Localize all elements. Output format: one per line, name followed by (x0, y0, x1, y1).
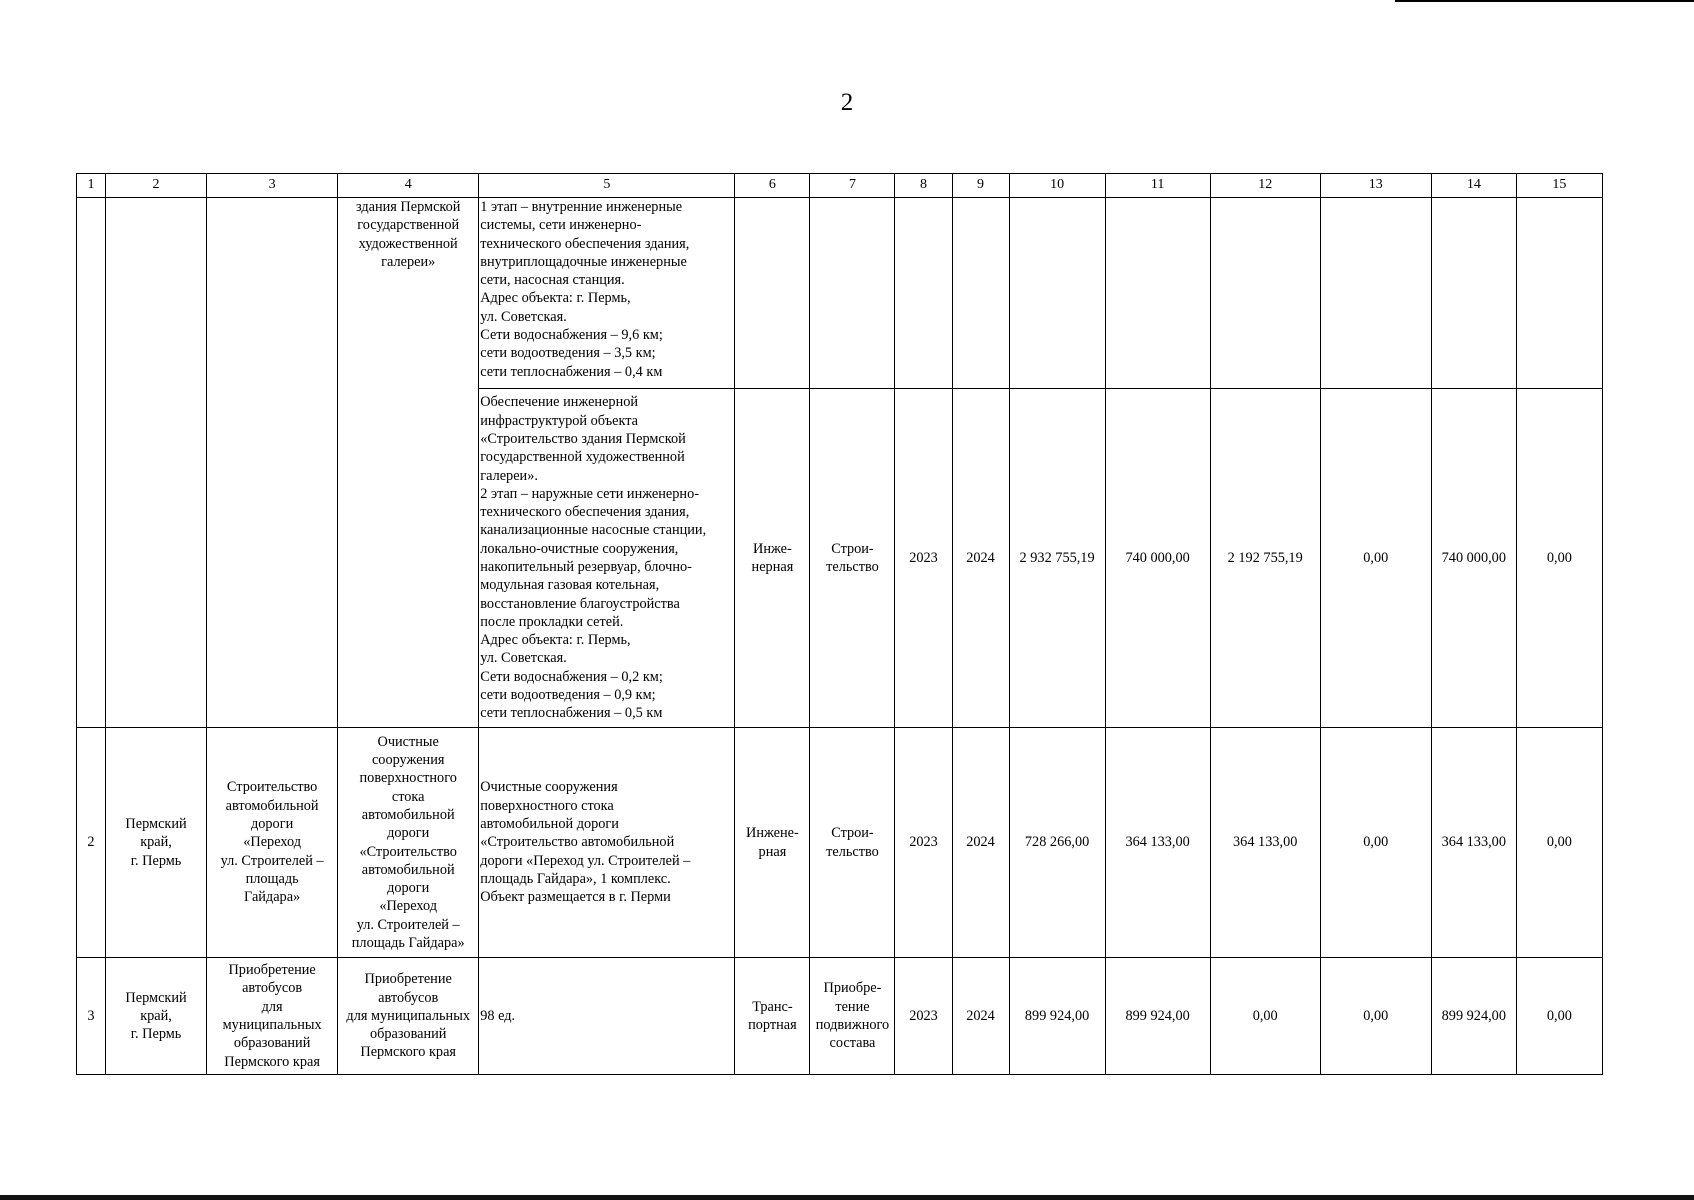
empty-cell (1431, 198, 1516, 389)
infrastructure-type-cell: Инжене- рная (735, 728, 810, 958)
object-name-cell: Очистные сооружения поверхностного стока автомобильной дороги «Строительство автомобильной дороги «Переход ул. Строителей – площадь Гайдара» (338, 728, 479, 958)
empty-cell (952, 198, 1009, 389)
empty-cell (735, 198, 810, 389)
empty-cell (1009, 198, 1105, 389)
amount-cell: 364 133,00 (1431, 728, 1516, 958)
object-name-cell: здания Пермской государственной художественной галереи» (338, 198, 479, 728)
object-description-cell: 98 ед. (479, 958, 735, 1075)
column-number-row (77, 174, 1603, 198)
total-cost-cell: 2 932 755,19 (1009, 389, 1105, 728)
work-type-cell: Строи- тельство (810, 389, 895, 728)
header-cell: 14 (1431, 174, 1516, 198)
amount-cell: 0,00 (1320, 389, 1431, 728)
empty-cell (1210, 198, 1320, 389)
amount-cell: 0,00 (1320, 728, 1431, 958)
row-number-cell: 3 (77, 958, 106, 1075)
infrastructure-type-cell: Транс- портная (735, 958, 810, 1075)
start-year-cell: 2023 (895, 958, 952, 1075)
header-cell: 9 (952, 174, 1009, 198)
table-row (77, 728, 1603, 958)
start-year-cell: 2023 (895, 389, 952, 728)
header-cell: 1 (77, 174, 106, 198)
page-number: 2 (840, 89, 854, 116)
amount-cell: 740 000,00 (1431, 389, 1516, 728)
object-description-cell: 1 этап – внутренние инженерные системы, сети инженерно- технического обеспечения здания, внутриплощадочные инженерные сети, насосная станция. Адрес объекта: г. Пермь, ул. Советская. Сети водоснабжения – 9,6 км; сети водоотведения – 3,5 км; сети теплоснабжения – 0,4 км (479, 198, 735, 389)
header-cell: 2 (106, 174, 207, 198)
header-cell: 13 (1320, 174, 1431, 198)
amount-cell: 364 133,00 (1105, 728, 1210, 958)
header-cell: 8 (895, 174, 952, 198)
end-year-cell: 2024 (952, 958, 1009, 1075)
row-number-cell: 2 (77, 728, 106, 958)
amount-cell: 364 133,00 (1210, 728, 1320, 958)
object-description-cell: Обеспечение инженерной инфраструктурой объекта «Строительство здания Пермской государственной художественной галереи». 2 этап – наружные сети инженерно- технического обеспечения здания, канализационные насосные станции, локально-очистные сооружения, накопительный резервуар, блочно- модульная газовая котельная, восстановление благоустройства после прокладки сетей. Адрес объекта: г. Пермь, ул. Советская. Сети водоснабжения – 0,2 км; сети водоотведения – 0,9 км; сети теплоснабжения – 0,5 км (479, 389, 735, 728)
object-name-cell: Приобретение автобусов для муниципальных образований Пермского края (338, 958, 479, 1075)
amount-cell: 740 000,00 (1105, 389, 1210, 728)
start-year-cell: 2023 (895, 728, 952, 958)
top-edge-rule (1395, 0, 1694, 2)
table-row (77, 958, 1603, 1075)
investment-projects-table (76, 173, 1603, 1075)
territory-cell: Пермский край, г. Пермь (106, 728, 207, 958)
amount-cell: 899 924,00 (1105, 958, 1210, 1075)
object-description-cell: Очистные сооружения поверхностного стока автомобильной дороги «Строительство автомобильной дороги «Переход ул. Строителей – площадь Гайдара», 1 комплекс. Объект размещается в г. Перми (479, 728, 735, 958)
infrastructure-type-cell: Инже- нерная (735, 389, 810, 728)
header-cell: 4 (338, 174, 479, 198)
amount-cell: 0,00 (1320, 958, 1431, 1075)
empty-cell (1516, 198, 1602, 389)
header-cell: 6 (735, 174, 810, 198)
header-cell: 15 (1516, 174, 1602, 198)
amount-cell: 0,00 (1210, 958, 1320, 1075)
header-cell: 10 (1009, 174, 1105, 198)
total-cost-cell: 899 924,00 (1009, 958, 1105, 1075)
table-row (77, 198, 1603, 389)
empty-cell (810, 198, 895, 389)
header-cell: 7 (810, 174, 895, 198)
header-cell: 11 (1105, 174, 1210, 198)
header-cell: 5 (479, 174, 735, 198)
project-name-cell: Строительство автомобильной дороги «Переход ул. Строителей – площадь Гайдара» (207, 728, 338, 958)
territory-cell (106, 198, 207, 728)
amount-cell: 0,00 (1516, 958, 1602, 1075)
project-name-cell: Приобретение автобусов для муниципальных образований Пермского края (207, 958, 338, 1075)
amount-cell: 899 924,00 (1431, 958, 1516, 1075)
header-cell: 12 (1210, 174, 1320, 198)
amount-cell: 0,00 (1516, 389, 1602, 728)
end-year-cell: 2024 (952, 728, 1009, 958)
work-type-cell: Строи- тельство (810, 728, 895, 958)
scan-bottom-edge (0, 1195, 1694, 1200)
empty-cell (895, 198, 952, 389)
header-cell: 3 (207, 174, 338, 198)
row-number-cell (77, 198, 106, 728)
total-cost-cell: 728 266,00 (1009, 728, 1105, 958)
territory-cell: Пермский край, г. Пермь (106, 958, 207, 1075)
work-type-cell: Приобре- тение подвижного состава (810, 958, 895, 1075)
amount-cell: 2 192 755,19 (1210, 389, 1320, 728)
project-name-cell (207, 198, 338, 728)
empty-cell (1105, 198, 1210, 389)
amount-cell: 0,00 (1516, 728, 1602, 958)
empty-cell (1320, 198, 1431, 389)
end-year-cell: 2024 (952, 389, 1009, 728)
